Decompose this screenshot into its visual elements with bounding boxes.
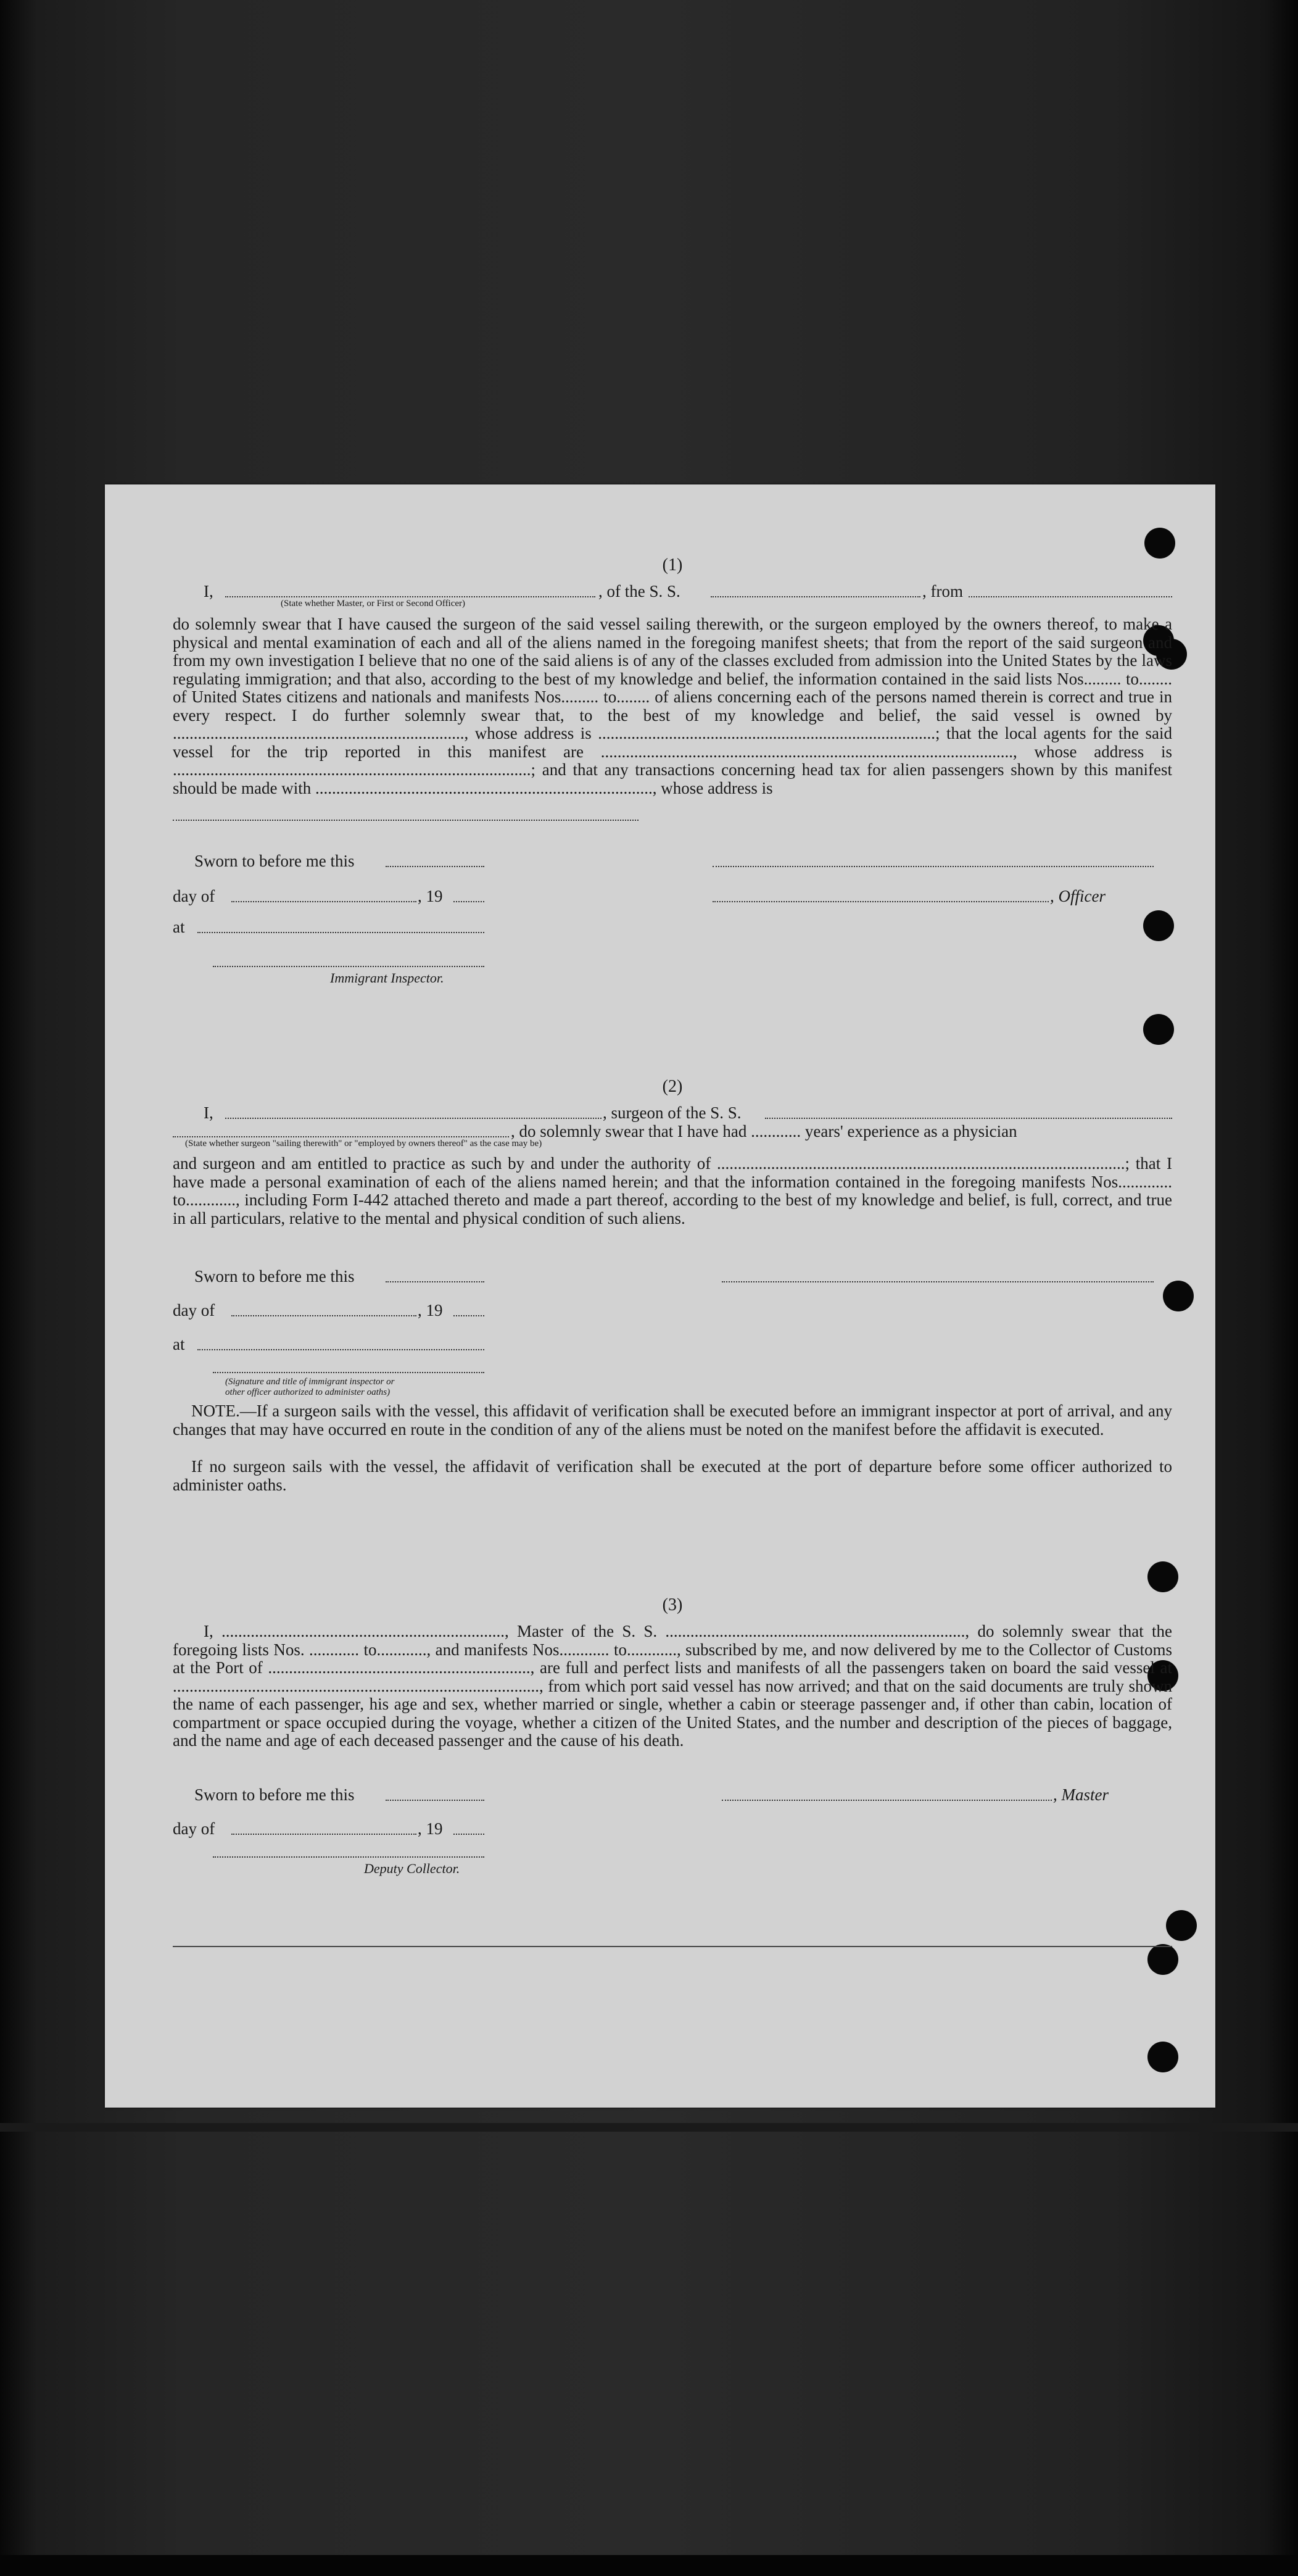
s1-from-label: , from — [922, 582, 963, 600]
s2-swear-label: , do solemnly swear that I have had ............ years' experience as a physician — [511, 1122, 1017, 1141]
s3-sworn-blank — [386, 1800, 484, 1801]
s2-name-blank — [225, 1118, 601, 1119]
s3-collector-label: Deputy Collector. — [364, 1861, 460, 1876]
s1-address-blank — [173, 820, 639, 821]
s1-at-label: at — [173, 918, 185, 936]
s3-master-label: , Master — [1053, 1785, 1109, 1804]
punch-hole — [1143, 1014, 1174, 1045]
s2-day-blank — [231, 1315, 416, 1316]
s3-collector-signature-blank — [213, 1856, 484, 1858]
s2-sworn-label: Sworn to before me this — [194, 1267, 355, 1286]
s2-inspector-signature-blank — [213, 1372, 484, 1373]
s1-sworn-blank — [386, 866, 484, 867]
s3-day-of-label: day of — [173, 1819, 215, 1838]
s2-body-text: and surgeon and am entitled to practice as such by and under the authority of ..................................................................................................; that I have made a personal examination of each of the aliens named herein; and that the information contained in the foregoing manifests Nos............. to............, including Form I-442 attached thereto and made a part thereof, according to the best of my knowledge and belief, is full, correct, and true in all particulars, relative to the mental and physical condition of such aliens. — [173, 1154, 1172, 1228]
punch-hole — [1147, 1561, 1178, 1592]
punch-hole — [1147, 2042, 1178, 2072]
s1-officer-label: , Officer — [1050, 887, 1106, 905]
s1-year-blank — [453, 901, 484, 902]
s3-year-label: , 19 — [418, 1819, 443, 1838]
s1-name-blank — [225, 596, 595, 597]
s1-officer-blank — [713, 901, 1049, 902]
s1-inspector-signature-blank — [213, 966, 484, 967]
s1-title-hint: (State whether Master, or First or Second Officer) — [281, 599, 466, 609]
section-1-number: (1) — [662, 555, 683, 575]
scanner-bottom-edge — [0, 2555, 1298, 2576]
s1-body-text: do solemnly swear that I have caused the surgeon of the said vessel sailing therewith, or the surgeon employed by the owners thereof, to make a physical and mental examination of each and all of the aliens named in the foregoing manifest sheets; that from the report of the said surgeon and from my own investigation I believe that no one of the said aliens is of any of the classes excluded from admission into the United States by the laws regulating immigration; and that also, according to the best of my knowledge and belief, the information contained in the said lists Nos......... to........ of United States citizens and nationals and manifests Nos......... to........ of aliens concerning each of the persons named therein is correct and true in every respect. I do further solemnly swear that, to the best of my knowledge and belief, the said vessel is owned by ......................................................................, whose address is .................................................................................; that the local agents for the said vessel for the trip reported in this manifest are ..................................................................................................., whose address is ......................................................................................; and that any transactions concerning head tax for alien passengers shown by this manifest should be made with ................................................................................., whose address is — [173, 615, 1172, 797]
s1-inspector-label: Immigrant Inspector. — [330, 970, 444, 986]
s2-at-label: at — [173, 1335, 185, 1353]
s2-signature-blank — [722, 1281, 1154, 1282]
s2-signature-hint-2: other officer authorized to administer oaths) — [225, 1387, 391, 1397]
document-page — [105, 484, 1215, 2108]
s1-vessel-blank — [711, 596, 920, 597]
s2-sworn-blank — [386, 1281, 484, 1282]
s1-year-label: , 19 — [418, 887, 443, 905]
s1-i-label: I, — [204, 582, 213, 600]
s2-note-2: If no surgeon sails with the vessel, the affidavit of verification shall be executed at the port of departure before some officer authorized to administer oaths. — [173, 1457, 1172, 1494]
s1-of-ss-label: , of the S. S. — [598, 582, 680, 600]
s2-signature-hint-1: (Signature and title of immigrant inspector or — [225, 1377, 395, 1387]
s2-capacity-blank — [173, 1136, 509, 1137]
s2-vessel-blank — [765, 1118, 1172, 1119]
s1-day-blank — [231, 901, 416, 902]
s1-signature-blank — [713, 866, 1154, 867]
s1-from-blank — [969, 596, 1172, 597]
section-2-number: (2) — [662, 1077, 683, 1096]
punch-hole — [1166, 1910, 1197, 1941]
s3-sworn-label: Sworn to before me this — [194, 1785, 355, 1804]
s2-note-1: NOTE.—If a surgeon sails with the vessel, this affidavit of verification shall be executed before an immigrant inspector at port of arrival, and any changes that may have occurred en route in the condition of any of the aliens must be noted on the manifest before the affidavit is executed. — [173, 1402, 1172, 1439]
punch-hole — [1144, 528, 1175, 559]
punch-hole — [1143, 910, 1174, 941]
s2-year-blank — [453, 1315, 484, 1316]
s2-day-of-label: day of — [173, 1301, 215, 1319]
s3-day-blank — [231, 1834, 416, 1835]
s2-at-blank — [197, 1349, 484, 1350]
s2-i-label: I, — [204, 1103, 213, 1122]
s1-sworn-label: Sworn to before me this — [194, 852, 355, 870]
bottom-rule — [173, 1946, 1172, 1947]
s3-master-signature-blank — [722, 1800, 1052, 1801]
s3-body-text: I, ...................................................................., Master of the S. S. ........................................................................, do solemnly swear that the foregoing lists Nos. ............ to............, and manifests Nos............ to............, subscribed by me, and now delivered by me to the Collector of Customs at the Port of ..............................................................., are full and perfect lists and manifests of all the passengers taken on board the said vessel at ........................................................................................, from which port said vessel has now arrived; and that on the said documents are truly shown the name of each passenger, his age and sex, whether married or single, whether a cabin or steerage passenger and, if other than cabin, location of compartment or space occupied during the voyage, whether a citizen of the United States, and the number and description of the pieces of baggage, and the name and age of each deceased passenger and the cause of his death. — [173, 1622, 1172, 1750]
punch-hole — [1163, 1281, 1194, 1311]
s2-year-label: , 19 — [418, 1301, 443, 1319]
scanner-band — [0, 2123, 1298, 2132]
s2-surgeon-label: , surgeon of the S. S. — [603, 1103, 742, 1122]
s3-year-blank — [453, 1834, 484, 1835]
section-3-number: (3) — [662, 1595, 683, 1614]
s2-capacity-hint: (State whether surgeon "sailing therewith" or "employed by owners thereof" as the case may be) — [185, 1139, 542, 1149]
s1-day-of-label: day of — [173, 887, 215, 905]
s1-at-blank — [197, 932, 484, 933]
punch-hole — [1147, 1944, 1178, 1975]
